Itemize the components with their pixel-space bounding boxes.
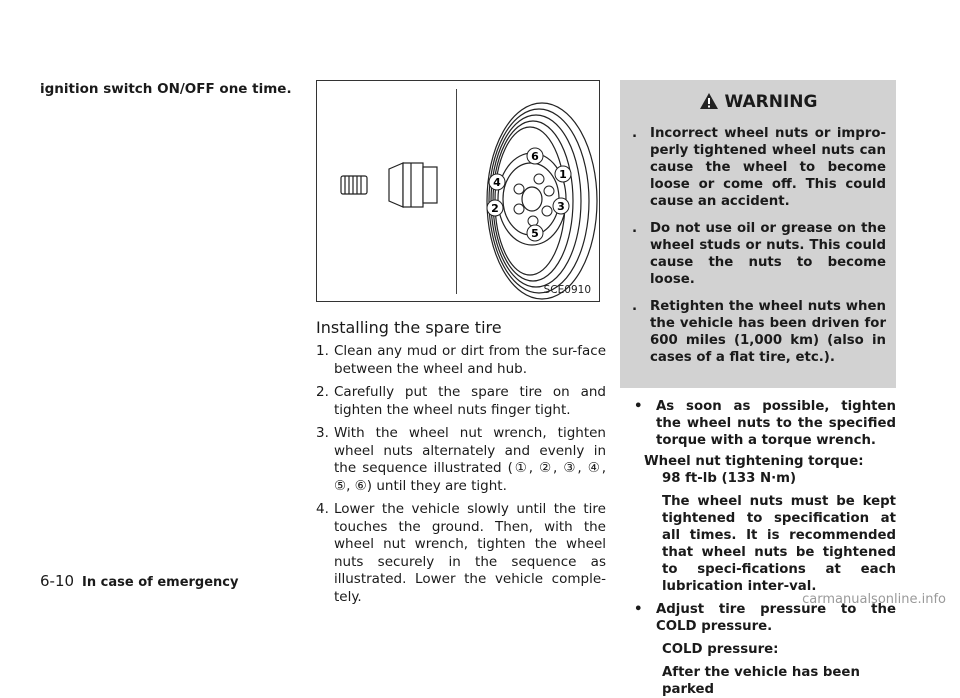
nut-label-2: 2 [491, 202, 499, 215]
torque-value: 98 ft-lb (133 N·m) [662, 471, 797, 486]
note-bullet: • As soon as possible, tighten the wheel nuts to the specified torque with a torque wrench. [634, 399, 896, 448]
page-number: 6-10 [40, 572, 75, 590]
post-install-notes [620, 398, 896, 698]
left-column [40, 80, 300, 98]
cold-label: COLD pressure: [662, 642, 779, 657]
continued-text: ignition switch ON/OFF one time. [40, 81, 292, 97]
warning-list [630, 125, 886, 366]
warning-item: . Do not use oil or grease on the wheel studs or nuts. This could cause the nuts to become loose. [632, 221, 886, 287]
section-title: Installing the spare tire [316, 318, 502, 337]
nut-label-1: 1 [559, 168, 567, 181]
warning-item: . Incorrect wheel nuts or impro-perly tightened wheel nuts can cause the wheel to become loose or come off. This could cause an accident. [632, 126, 886, 209]
step-item: 2. Carefully put the spare tire on and tighten the wheel nuts finger tight. [316, 384, 606, 418]
torque-note: The wheel nuts must be kept tightened to specification at all times. It is recommended that wheel nuts be tightened to speci-fications at each lubrication inter-val. [662, 494, 896, 594]
footer-section: In case of emergency [82, 575, 239, 590]
steps-list [316, 343, 606, 606]
cold-text: After the vehicle has been parked [662, 665, 860, 697]
tire-icon [487, 103, 597, 299]
page-footer [40, 572, 239, 590]
wheel-nut-diagram [317, 81, 598, 300]
warning-item: . Retighten the wheel nuts when the vehicle has been driven for 600 miles (1,000 km) (also in cases of a flat tire, etc.). [632, 299, 886, 365]
step-item: 1. Clean any mud or dirt from the sur-face between the wheel and hub. [316, 343, 606, 377]
nut-label-3: 3 [557, 200, 565, 213]
warning-box [620, 80, 896, 388]
step-item: 4. Lower the vehicle slowly until the tire touches the ground. Then, with the wheel nut wrench, tighten the wheel nuts securely in the sequence as illustrated. Lower the vehicle comple-tely. [316, 501, 606, 605]
torque-label: Wheel nut tightening torque: [644, 454, 864, 469]
note-bullet: • Adjust tire pressure to the COLD pressure. [634, 602, 896, 634]
warning-heading: WARNING [630, 92, 886, 115]
wheel-illustration [316, 80, 600, 302]
watermark: carmanualsonline.info [802, 592, 946, 607]
nut-label-5: 5 [531, 227, 539, 240]
nut-label-4: 4 [493, 176, 501, 189]
nut-label-6: 6 [531, 150, 539, 163]
figure-code: SCE0910 [543, 284, 591, 296]
warning-triangle-icon [699, 92, 719, 115]
middle-column [316, 80, 606, 612]
figure-divider [456, 89, 457, 294]
lug-nut-icon [341, 163, 437, 207]
step-item: 3. With the wheel nut wrench, tighten wheel nuts alternately and evenly in the sequence illustrated (①, ②, ③, ④, ⑤, ⑥) until they are tight. [316, 425, 606, 494]
